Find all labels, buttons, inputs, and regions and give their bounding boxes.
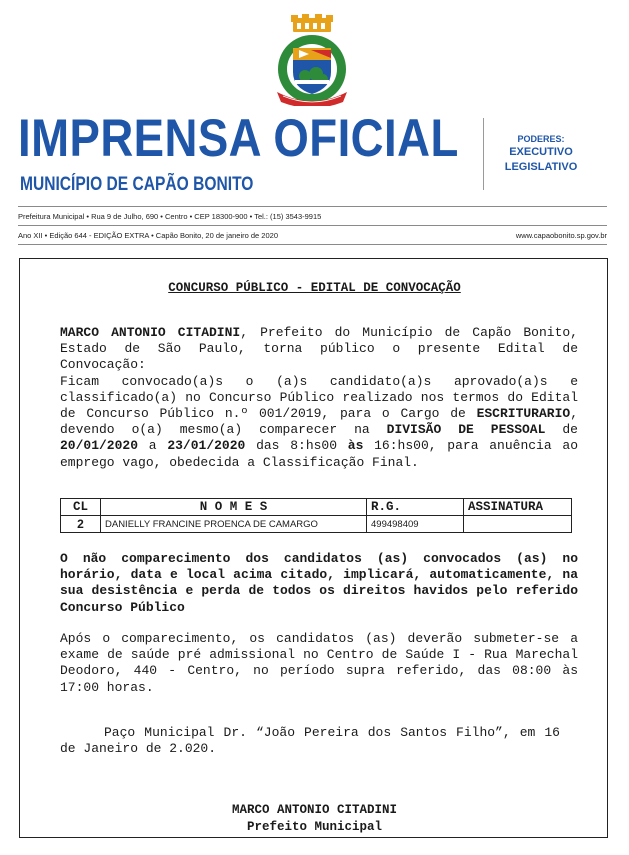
power-legislative: LEGISLATIVO	[504, 161, 578, 173]
row-rg: 499498409	[367, 516, 464, 533]
body-text-3: de	[545, 422, 578, 438]
body-text-6: 16:hs00, para anuência ao emprego vago, obedecida a Classificação Final.	[60, 438, 578, 470]
header-rule-bottom	[18, 244, 607, 245]
body-text-2: , devendo o(a) mesmo(a) comparecer na	[60, 406, 578, 438]
signer-title: Prefeito Municipal	[246, 820, 383, 834]
candidates-table	[60, 498, 572, 533]
cargo-name: ESCRITURARIO	[476, 406, 571, 422]
edition-line: Ano XII • Edição 644 - EDIÇÃO EXTRA • Capão Bonito, 20 de janeiro de 2020	[18, 231, 278, 240]
intro-text: , Prefeito do Município de Capão Bonito, Estado de São Paulo, torna público o presente Edital de Convocação:	[60, 325, 578, 373]
division-name: DIVISÃO DE PESSOAL	[386, 422, 546, 438]
powers-block	[492, 133, 590, 175]
header-names: N O M E S	[101, 499, 367, 516]
row-signature	[464, 516, 572, 533]
header-rule-middle	[18, 225, 607, 226]
address-line: Prefeitura Municipal • Rua 9 de Julho, 690 • Centro • CEP 18300-900 • Tel.: (15) 3543-9915	[18, 212, 322, 221]
health-paragraph: Após o comparecimento, os candidatos (as) deverão submeter-se a exame de saúde pré admissional no Centro de Saúde I - Rua Marechal Deodoro, 440 - Centro, no período supra referido, das 08:00 às 17:00 horas.	[60, 631, 578, 695]
header-divider	[483, 118, 484, 190]
row-name: DANIELLY FRANCINE PROENCA DE CAMARGO	[101, 516, 367, 533]
as-word: às	[347, 438, 364, 454]
place-date: Paço Municipal Dr. “João Pereira dos Santos Filho”, em 16 de Janeiro de 2.020.	[60, 725, 560, 757]
notice-body	[60, 325, 578, 471]
municipal-crest-icon	[271, 14, 353, 106]
masthead-title: IMPRENSA OFICIAL	[18, 109, 459, 168]
warning-paragraph: O não comparecimento dos candidatos (as) convocados (as) no horário, data e local acima citado, implicará, automaticamente, na sua desistência e perda de todos os direitos havidos pelo referido Concurso Público	[60, 551, 578, 615]
powers-label: PODERES:	[517, 134, 565, 144]
power-executive: EXECUTIVO	[509, 146, 573, 158]
website-link[interactable]: www.capaobonito.sp.gov.br	[515, 231, 607, 240]
header-signature: ASSINATURA	[464, 499, 572, 516]
notice-heading: CONCURSO PÚBLICO - EDITAL DE CONVOCAÇÃO	[168, 281, 461, 295]
header-rule-top	[18, 206, 607, 207]
table-header-row	[61, 499, 572, 516]
row-cl: 2	[61, 516, 101, 533]
notice-frame	[19, 258, 608, 838]
date-to: 23/01/2020	[167, 438, 246, 454]
body-text-4: a	[138, 438, 168, 454]
table-row	[61, 516, 572, 533]
masthead-subtitle: MUNICÍPIO DE CAPÃO BONITO	[20, 174, 254, 195]
date-from: 20/01/2020	[60, 438, 139, 454]
body-text-5: das 8:hs00	[245, 438, 348, 454]
mayor-name: MARCO ANTONIO CITADINI	[60, 325, 241, 340]
header-cl: CL	[61, 499, 101, 516]
signer-name: MARCO ANTONIO CITADINI	[231, 803, 398, 817]
header-rg: R.G.	[367, 499, 464, 516]
body-text-1: Ficam convocado(a)s o (a)s candidato(a)s aprovado(a)s e classificado(a) no Concurso Público realizado nos termos do Edital de Concurso Público n.º 001/2019, para o Cargo de	[60, 373, 578, 422]
